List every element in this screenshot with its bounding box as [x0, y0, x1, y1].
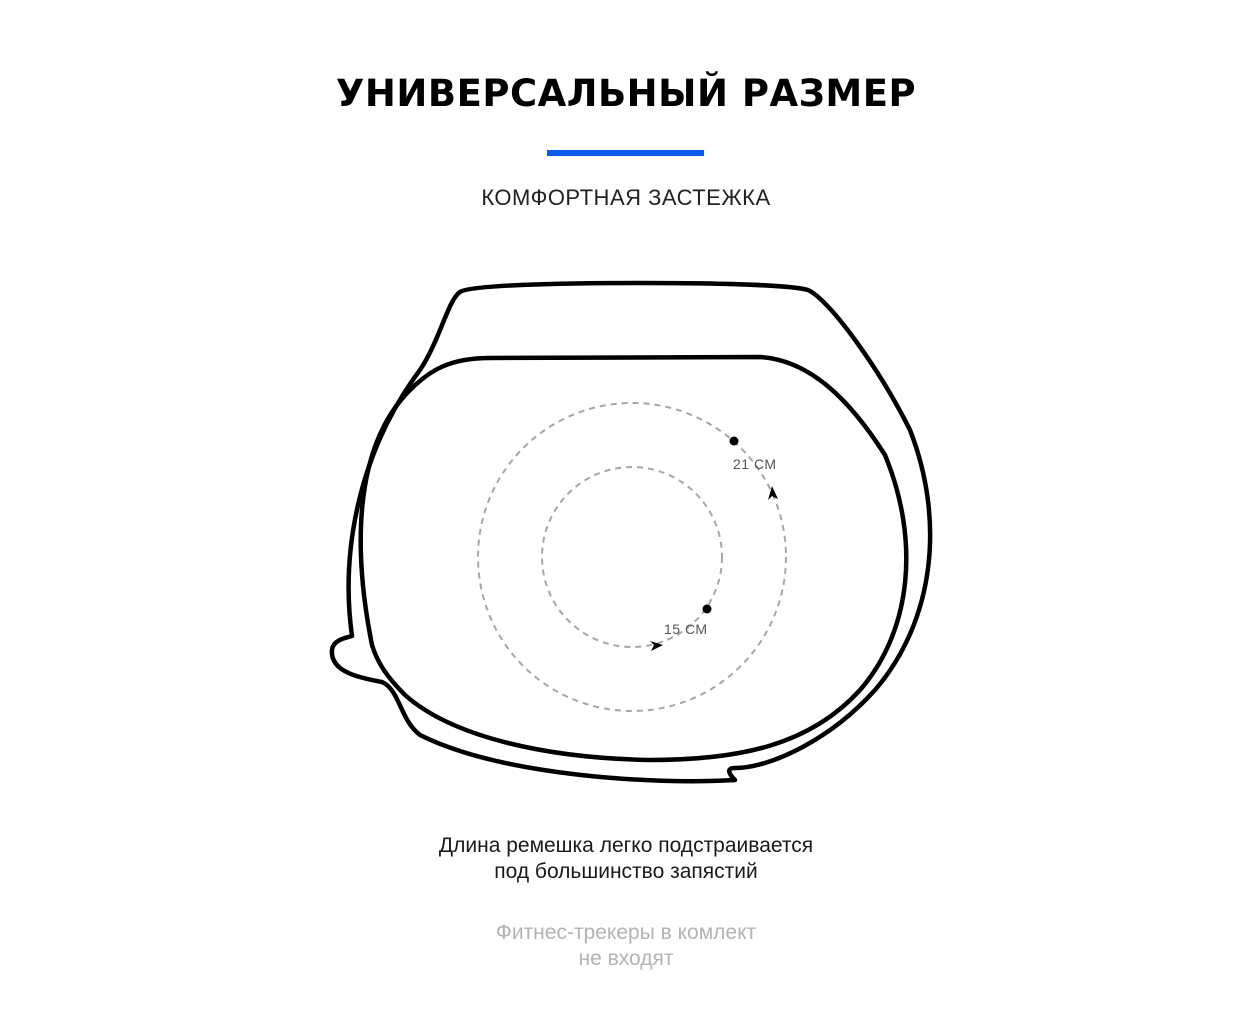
min-size-label: 15 СМ: [664, 621, 708, 637]
disclaimer-note: [0, 920, 1252, 972]
description-text: [0, 833, 1252, 885]
min-size-circle: [542, 467, 722, 647]
max-size-dot: [730, 437, 739, 446]
strap-inner-outline: [361, 357, 907, 760]
note-line-1: Фитнес-трекеры в комлект: [495, 921, 757, 944]
page-title: УНИВЕРСАЛЬНЫЙ РАЗМЕР: [335, 72, 917, 115]
description-line-1: Длина ремешка легко подстраивается: [438, 834, 814, 857]
description-line-2: под большинство запястий: [494, 860, 758, 883]
max-size-label: 21 СМ: [733, 456, 777, 472]
max-size-circle: [478, 403, 786, 711]
note-line-2: не входят: [578, 947, 674, 970]
page-subtitle: КОМФОРТНАЯ ЗАСТЕЖКА: [481, 185, 771, 210]
min-size-dot: [703, 605, 712, 614]
